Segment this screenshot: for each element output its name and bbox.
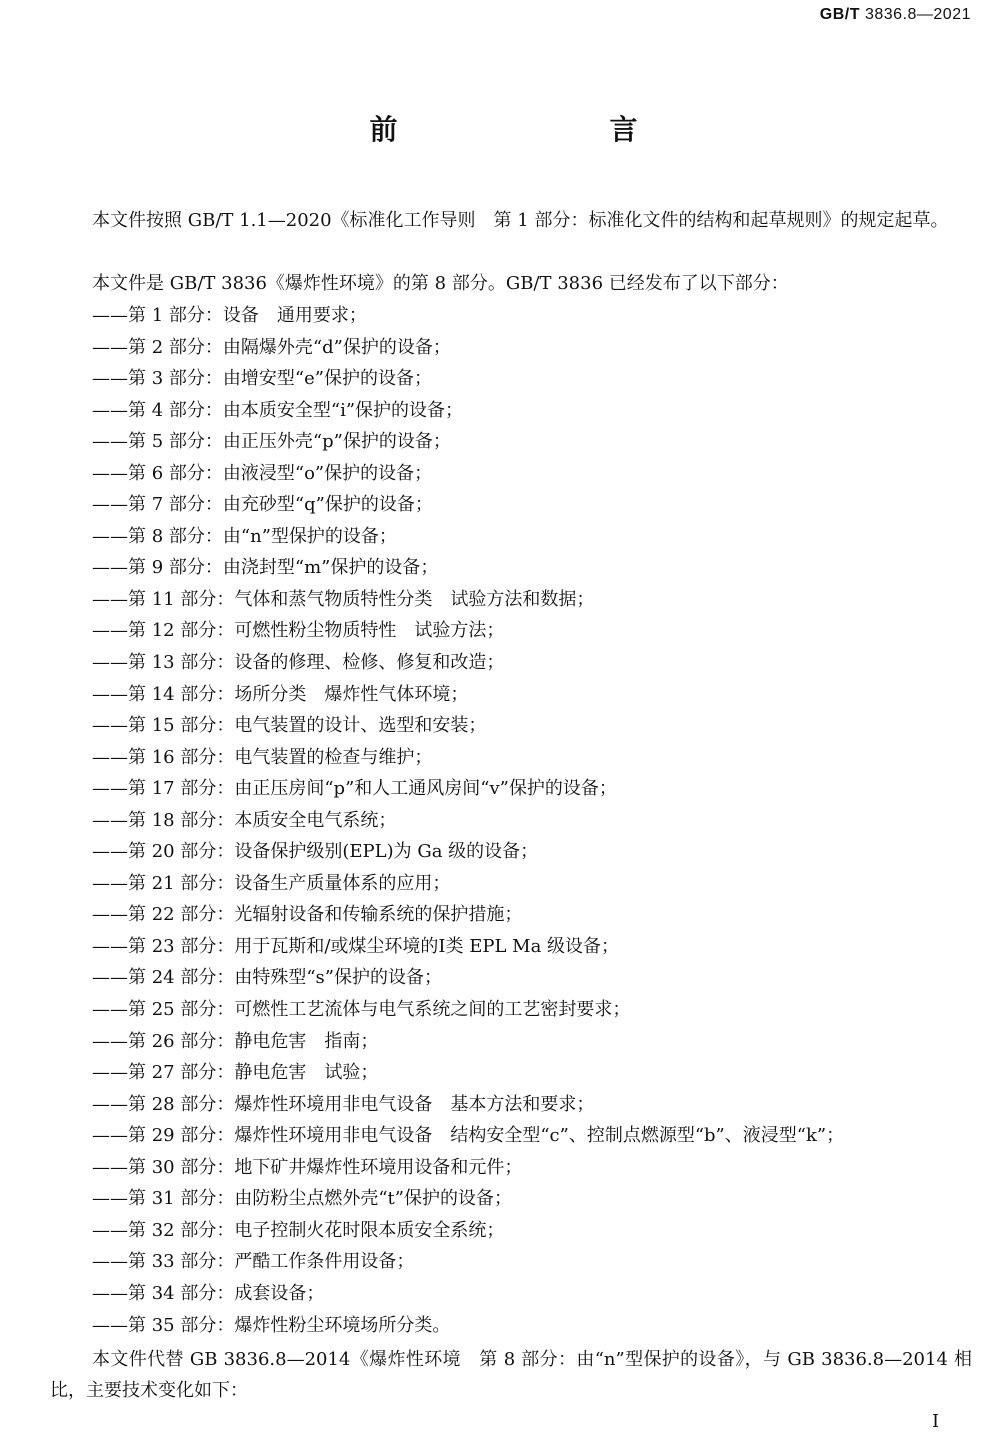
list-item: ——第 35 部分：爆炸性粉尘环境场所分类。 [92,1314,451,1336]
standard-code [820,6,971,24]
list-item: ——第 7 部分：由充砂型“q”保护的设备； [92,494,433,516]
list-item: ——第 15 部分：电气装置的设计、选型和安装； [92,715,487,737]
list-item: ——第 20 部分：设备保护级别(EPL)为 Ga 级的设备； [92,841,539,863]
list-item: ——第 8 部分：由“n”型保护的设备； [92,525,397,547]
list-item: ——第 27 部分：静电危害 试验； [92,1062,379,1084]
paragraph-series-intro: 本文件是 GB/T 3836《爆炸性环境》的第 8 部分。GB/T 3836 已经发布了以下部分： [92,273,789,294]
list-item: ——第 29 部分：爆炸性环境用非电气设备 结构安全型“c”、控制点燃源型“b”、液浸型“k”； [92,1125,845,1147]
list-item: ——第 34 部分：成套设备； [92,1282,325,1304]
list-item: ——第 3 部分：由增安型“e”保护的设备； [92,368,432,390]
list-item: ——第 6 部分：由液浸型“o”保护的设备； [92,462,433,484]
list-item: ——第 22 部分：光辐射设备和传输系统的保护措施； [92,904,523,926]
list-item: ——第 25 部分：可燃性工艺流体与电气系统之间的工艺密封要求； [92,999,631,1021]
list-item: ——第 5 部分：由正压外壳“p”保护的设备； [92,431,451,453]
paragraph-replacement: 本文件代替 GB 3836.8—2014《爆炸性环境 第 8 部分：由“n”型保护的设备》，与 GB 3836.8—2014 相比，主要技术变化如下： [50,1349,972,1401]
list-item: ——第 11 部分：气体和蒸气物质特性分类 试验方法和数据； [92,588,595,610]
list-item: ——第 18 部分：本质安全电气系统； [92,809,397,831]
list-item: ——第 30 部分：地下矿井爆炸性环境用设备和元件； [92,1156,523,1178]
list-item: ——第 33 部分：严酷工作条件用设备； [92,1251,415,1273]
standard-code-number: 3836.8—2021 [864,6,971,23]
list-item: ——第 9 部分：由浇封型“m”保护的设备； [92,557,439,579]
list-item: ——第 12 部分：可燃性粉尘物质特性 试验方法； [92,620,505,642]
standard-code-prefix: GB/T [819,6,861,23]
list-item: ——第 16 部分：电气装置的检查与维护； [92,746,433,768]
list-item: ——第 32 部分：电子控制火花时限本质安全系统； [92,1219,505,1241]
page-title: 前 言 [369,113,690,146]
list-item: ——第 17 部分：由正压房间“p”和人工通风房间“v”保护的设备； [92,778,617,800]
paragraph-drafting-basis: 本文件按照 GB/T 1.1—2020《标准化工作导则 第 1 部分：标准化文件的结构和起草规则》的规定起草。 [92,210,949,231]
list-item: ——第 1 部分：设备 通用要求； [92,305,367,326]
list-item: ——第 2 部分：由隔爆外壳“d”保护的设备； [92,336,451,358]
list-item: ——第 14 部分：场所分类 爆炸性气体环境； [92,683,469,705]
list-item: ——第 4 部分：由本质安全型“i”保护的设备； [92,399,464,421]
list-item: ——第 24 部分：由特殊型“s”保护的设备； [92,967,442,989]
list-item: ——第 23 部分：用于瓦斯和/或煤尘环境的Ⅰ类 EPL Ma 级设备； [92,935,620,957]
parts-list [92,300,844,1341]
list-item: ——第 31 部分：由防粉尘点燃外壳“t”保护的设备； [92,1188,512,1210]
list-item: ——第 28 部分：爆炸性环境用非电气设备 基本方法和要求； [92,1093,595,1115]
page-number: Ⅰ [932,1411,940,1432]
list-item: ——第 21 部分：设备生产质量体系的应用； [92,872,451,894]
list-item: ——第 13 部分：设备的修理、检修、修复和改造； [92,652,505,674]
list-item: ——第 26 部分：静电危害 指南； [92,1030,379,1052]
